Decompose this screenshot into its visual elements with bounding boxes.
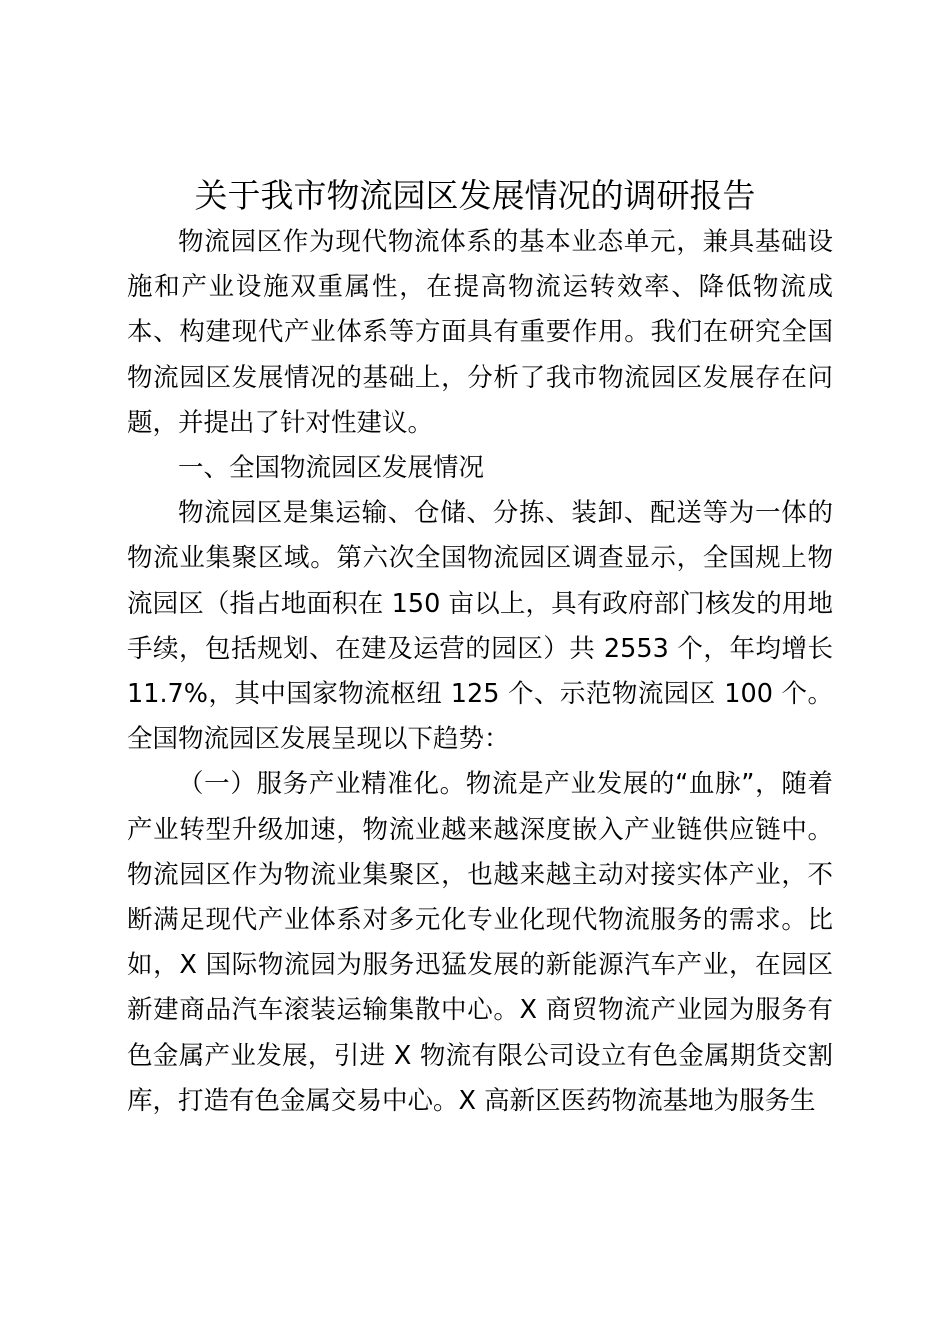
document-body (127, 220, 833, 1124)
body-paragraph: （一）服务产业精准化。物流是产业发展的“血脉”，随着产业转型升级加速，物流业越来越深度嵌入产业链供应链中。物流园区作为物流业集聚区，也越来越主动对接实体产业，不断满足现代产业体系对多元化专业化现代物流服务的需求。比如，X 国际物流园为服务迅猛发展的新能源汽车产业，在园区新建商品汽车滚装运输集散中心。X 商贸物流产业园为服务有色金属产业发展，引进 X 物流有限公司设立有色金属期货交割库，打造有色金属交易中心。X 高新区医药物流基地为服务生 (127, 769, 833, 1116)
section-heading: 一、全国物流园区发展情况 (178, 453, 485, 484)
document-title: 关于我市物流园区发展情况的调研报告 (194, 176, 756, 215)
body-paragraph: 物流园区是集运输、仓储、分拣、装卸、配送等为一体的物流业集聚区域。第六次全国物流园区调查显示，全国规上物流园区（指占地面积在 150 亩以上，具有政府部门核发的用地手续，包括规划、在建及运营的园区）共 2553 个，年均增长 11.7%，其中国家物流枢纽 125 个、示范物流园区 100 个。全国物流园区发展呈现以下趋势： (127, 498, 833, 755)
intro-paragraph: 物流园区作为现代物流体系的基本业态单元，兼具基础设施和产业设施双重属性，在提高物流运转效率、降低物流成本、构建现代产业体系等方面具有重要作用。我们在研究全国物流园区发展情况的基础上，分析了我市物流园区发展存在问题，并提出了针对性建议。 (127, 227, 833, 438)
